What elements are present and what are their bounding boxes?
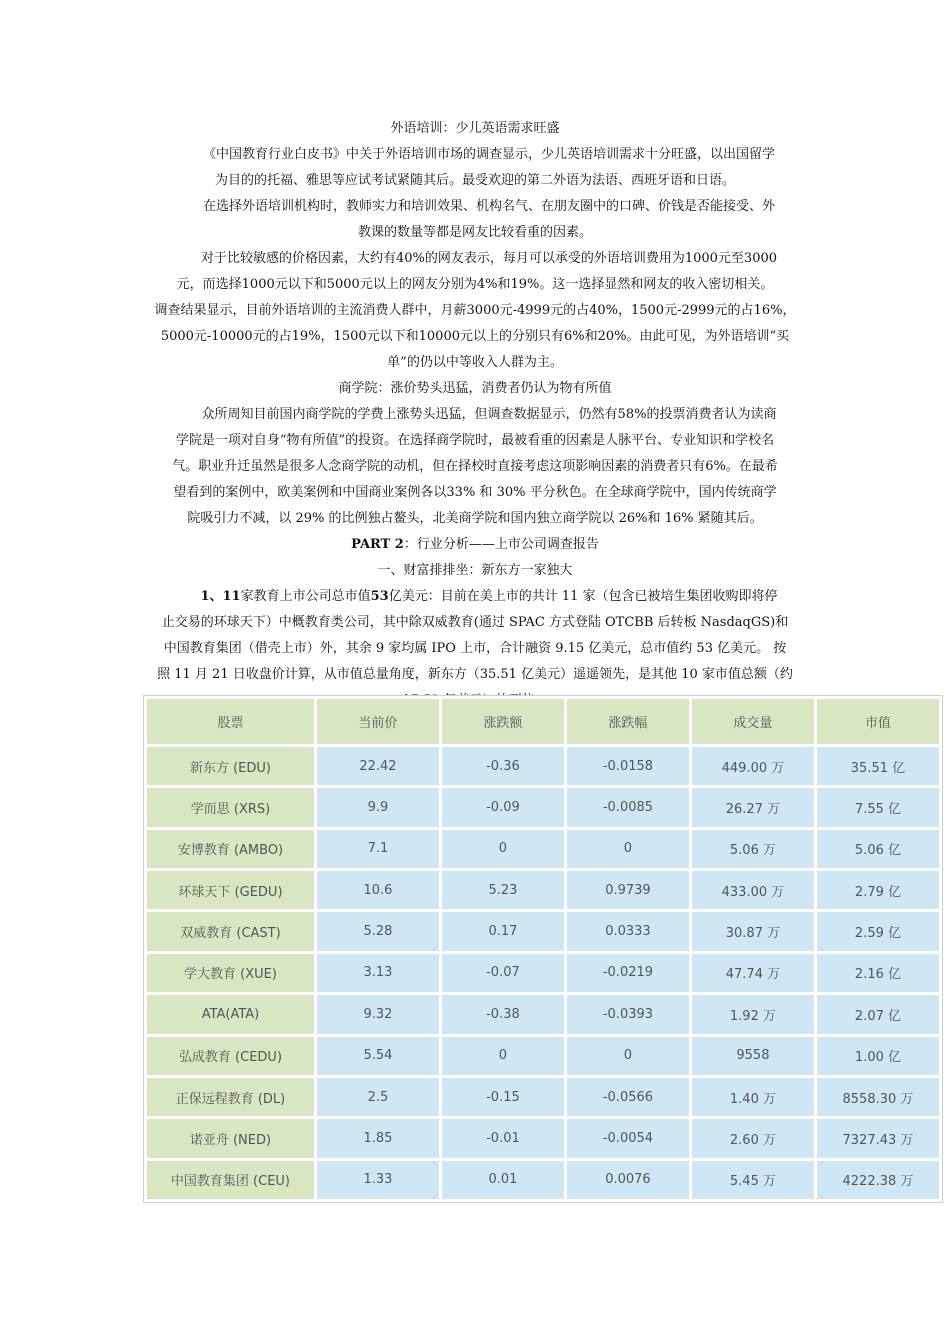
table-row [146,994,941,1035]
paragraph-line [140,584,810,610]
table-cell: 9558 [690,1035,815,1076]
table-cell: 7.55 亿 [815,787,940,828]
paragraph-line: 中国教育集团（借壳上市）外，其余 9 家均属 IPO 上市，合计融资 9.15 亿美元，总市值约 53 亿美元。 按 [163,641,787,656]
table-cell: 1.00 亿 [815,1035,940,1076]
stock-name-cell: 安博教育 (AMBO) [146,828,316,869]
document-body [140,116,810,714]
table-row [146,787,941,828]
table-cell: -0.0085 [565,787,690,828]
table-row [146,952,941,993]
part2-heading [140,532,810,558]
table-cell: 1.40 万 [690,1076,815,1117]
table-cell: 1.92 万 [690,994,815,1035]
paragraph-line: 元，而选择1000元以下和5000元以上的网友分别为4%和19%。这一选择显然和网友的收入密切相关。 [176,277,774,292]
column-header: 市值 [815,698,940,746]
table-row [146,870,941,911]
table-cell: 3.13 [315,952,440,993]
table-cell: 2.79 亿 [815,870,940,911]
table-cell: 0.0076 [565,1159,690,1200]
table-cell: 0.0333 [565,911,690,952]
paragraph-line: 在选择外语培训机构时，教师实力和培训效果、机构名气、在朋友圈中的口碑、价钱是否能接受、外 [202,199,775,214]
paragraph-line: 止交易的环球天下）中概教育类公司，其中除双威教育(通过 SPAC 方式登陆 OTCBB 后转板 NasdaqGS)和 [161,615,789,630]
table-cell: 22.42 [315,746,440,787]
table-cell: 2.60 万 [690,1118,815,1159]
table-cell: 1.85 [315,1118,440,1159]
paragraph-line: 众所周知目前国内商学院的学费上涨势头迅猛，但调查数据显示，仍然有58%的投票消费者认为读商 [201,407,777,422]
stock-name-cell: 学而思 (XRS) [146,787,316,828]
table-cell: 5.54 [315,1035,440,1076]
table-row [146,1159,941,1200]
paragraph-line: 为目的的托福、雅思等应试考试紧随其后。最受欢迎的第二外语为法语、西班牙语和日语。 [214,173,735,188]
paragraph-line: 单”的仍以中等收入人群为主。 [387,355,563,370]
table-row [146,1118,941,1159]
table-cell: -0.0393 [565,994,690,1035]
stock-name-cell: ATA(ATA) [146,994,316,1035]
item-text: 家教育上市公司总市值 [240,589,371,604]
table-cell: 7327.43 万 [815,1118,940,1159]
table-cell: 8558.30 万 [815,1076,940,1117]
table-cell: 4222.38 万 [815,1159,940,1200]
table-cell: 2.59 亿 [815,911,940,952]
item-value: 53 [370,589,389,604]
table-cell: 0 [565,828,690,869]
table-cell: 5.23 [440,870,565,911]
paragraph-line: 调查结果显示，目前外语培训的主流消费人群中，月薪3000元-4999元的占40%，1500元-2999元的占16%， [154,303,796,318]
table-cell: -0.38 [440,994,565,1035]
column-header: 当前价 [315,698,440,746]
column-header: 成交量 [690,698,815,746]
paragraph-line: 照 11 月 21 日收盘价计算，从市值总量角度，新东方（35.51 亿美元）遥遥领先，是其他 10 家市值总额（约 [157,667,793,682]
table-row [146,1035,941,1076]
table-cell: -0.0158 [565,746,690,787]
column-header: 涨跌幅 [565,698,690,746]
paragraph-line: 教课的数量等都是网友比较看重的因素。 [357,225,592,240]
stock-name-cell: 诺亚舟 (NED) [146,1118,316,1159]
paragraph-line: 望看到的案例中，欧美案例和中国商业案例各以33% 和 30% 平分秋色。在全球商学院中，国内传统商学 [173,485,777,500]
paragraph-line: 学院是一项对自身“物有所值”的投资。在选择商学院时，最被看重的因素是人脉平台、专业知识和学校名 [175,433,775,448]
table-row [146,828,941,869]
paragraph-line: 院吸引力不减，以 29% 的比例独占鳌头，北美商学院和国内独立商学院以 26%和 16% 紧随其后。 [187,511,763,526]
table-cell: 0.17 [440,911,565,952]
stock-name-cell: 中国教育集团 (CEU) [146,1159,316,1200]
table-body [146,746,941,1201]
section-heading: 一、财富排排坐：新东方一家独大 [377,563,573,578]
table-row [146,746,941,787]
table-cell: -0.09 [440,787,565,828]
column-header: 股票 [146,698,316,746]
part2-label: PART 2 [351,537,404,552]
table-cell: -0.15 [440,1076,565,1117]
part2-title: ：行业分析——上市公司调查报告 [403,537,599,552]
table-cell: 1.33 [315,1159,440,1200]
table-row [146,1076,941,1117]
table-cell: 0 [565,1035,690,1076]
table-cell: 2.5 [315,1076,440,1117]
table-cell: -0.01 [440,1118,565,1159]
table-cell: 0 [440,1035,565,1076]
table-cell: -0.36 [440,746,565,787]
table-cell: 9.9 [315,787,440,828]
table-header-row [146,698,941,746]
stock-name-cell: 新东方 (EDU) [146,746,316,787]
table-cell: -0.0054 [565,1118,690,1159]
table-cell: 9.32 [315,994,440,1035]
table-cell: -0.07 [440,952,565,993]
item-number: 1、11 [200,589,241,604]
table-cell: 7.1 [315,828,440,869]
paragraph-line: 5000元-10000元的占19%，1500元以下和10000元以上的分别只有6%和20%。由此可见，为外语培训“买 [160,329,790,344]
table-cell: 10.6 [315,870,440,911]
table-cell: 30.87 万 [690,911,815,952]
table-cell: 35.51 亿 [815,746,940,787]
paragraph-line: 气。职业升迁虽然是很多人念商学院的动机，但在择校时直接考虑这项影响因素的消费者只有6%。在最希 [172,459,778,474]
table-cell: 47.74 万 [690,952,815,993]
stock-name-cell: 双威教育 (CAST) [146,911,316,952]
stock-name-cell: 正保远程教育 (DL) [146,1076,316,1117]
heading-foreign-language: 外语培训：少儿英语需求旺盛 [390,121,560,136]
table-cell: 5.06 万 [690,828,815,869]
column-header: 涨跌额 [440,698,565,746]
paragraph-line: 对于比较敏感的价格因素，大约有40%的网友表示，每月可以承受的外语培训费用为1000元至3000 [200,251,778,266]
table-cell: 26.27 万 [690,787,815,828]
heading-business-school: 商学院：涨价势头迅猛，消费者仍认为物有所值 [338,381,612,396]
table-cell: 2.07 亿 [815,994,940,1035]
table-cell: 0.9739 [565,870,690,911]
table-cell: 0.01 [440,1159,565,1200]
stock-table [144,696,942,1202]
table-cell: 433.00 万 [690,870,815,911]
table-cell: 0 [440,828,565,869]
table-cell: 5.28 [315,911,440,952]
stock-name-cell: 弘成教育 (CEDU) [146,1035,316,1076]
table-row [146,911,941,952]
table-cell: -0.0219 [565,952,690,993]
table-cell: 5.06 亿 [815,828,940,869]
item-text: 亿美元：目前在美上市的共计 11 家（包含已被培生集团收购即将停 [388,589,778,604]
table-cell: 5.45 万 [690,1159,815,1200]
table-cell: -0.0566 [565,1076,690,1117]
stock-name-cell: 学大教育 (XUE) [146,952,316,993]
paragraph-line: 《中国教育行业白皮书》中关于外语培训市场的调查显示，少儿英语培训需求十分旺盛，以出国留学 [202,147,775,162]
table-cell: 449.00 万 [690,746,815,787]
table-cell: 2.16 亿 [815,952,940,993]
stock-name-cell: 环球天下 (GEDU) [146,870,316,911]
